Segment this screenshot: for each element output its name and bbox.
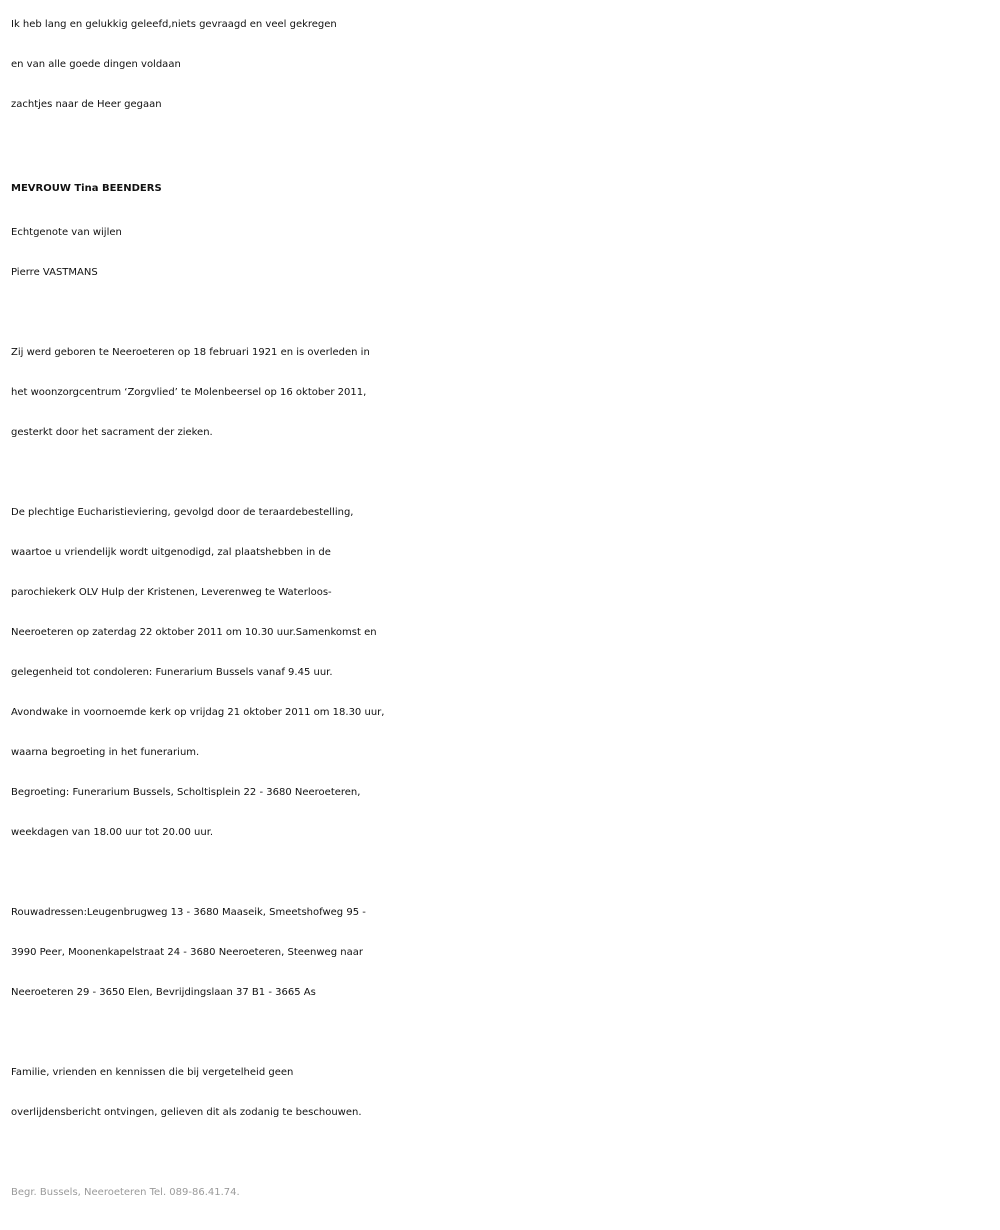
spacer [11, 1013, 996, 1053]
relation-line: Echtgenote van wijlen [11, 227, 122, 238]
birth-death-paragraph [11, 333, 996, 453]
spacer [11, 1133, 996, 1173]
paragraph-line: Familie, vrienden en kennissen die bij vergetelheid geen [11, 1067, 294, 1078]
paragraph-line: De plechtige Eucharistieviering, gevolgd door de teraardebestelling, [11, 507, 354, 518]
spacer [11, 293, 996, 333]
paragraph-line: Begroeting: Funerarium Bussels, Scholtisplein 22 - 3680 Neeroeteren, [11, 787, 361, 798]
notice-paragraph [11, 1053, 996, 1133]
paragraph-line: 3990 Peer, Moonenkapelstraat 24 - 3680 Neeroeteren, Steenweg naar [11, 947, 363, 958]
paragraph-line: het woonzorgcentrum ‘Zorgvlied’ te Molenbeersel op 16 oktober 2011, [11, 387, 367, 398]
paragraph-line: Neeroeteren op zaterdag 22 oktober 2011 om 10.30 uur.Samenkomst en [11, 627, 377, 638]
paragraph-line: Rouwadressen:Leugenbrugweg 13 - 3680 Maaseik, Smeetshofweg 95 - [11, 907, 366, 918]
paragraph-line: Neeroeteren 29 - 3650 Elen, Bevrijdingslaan 37 B1 - 3665 As [11, 987, 316, 998]
obituary-notice [11, 0, 996, 1213]
undertaker-footer: Begr. Bussels, Neeroeteren Tel. 089-86.41.74. [11, 1187, 240, 1198]
deceased-name: MEVROUW Tina BEENDERS [11, 183, 162, 194]
paragraph-line: waarna begroeting in het funerarium. [11, 747, 200, 758]
poem-block [11, 5, 996, 125]
spacer [11, 853, 996, 893]
spacer [11, 453, 996, 493]
poem-line: en van alle goede dingen voldaan [11, 59, 181, 70]
paragraph-line: gesterkt door het sacrament der zieken. [11, 427, 213, 438]
paragraph-line: Zij werd geboren te Neeroeteren op 18 februari 1921 en is overleden in [11, 347, 370, 358]
paragraph-line: parochiekerk OLV Hulp der Kristenen, Leverenweg te Waterloos- [11, 587, 332, 598]
paragraph-line: waartoe u vriendelijk wordt uitgenodigd, zal plaatshebben in de [11, 547, 331, 558]
addresses-paragraph [11, 893, 996, 1013]
paragraph-line: weekdagen van 18.00 uur tot 20.00 uur. [11, 827, 214, 838]
poem-line: zachtjes naar de Heer gegaan [11, 99, 162, 110]
paragraph-line: overlijdensbericht ontvingen, gelieven dit als zodanig te beschouwen. [11, 1107, 362, 1118]
ceremony-paragraph [11, 493, 996, 853]
spouse-name: Pierre VASTMANS [11, 267, 98, 278]
paragraph-line: Avondwake in voornoemde kerk op vrijdag 21 oktober 2011 om 18.30 uur, [11, 707, 385, 718]
poem-line: Ik heb lang en gelukkig geleefd,niets gevraagd en veel gekregen [11, 19, 337, 30]
paragraph-line: gelegenheid tot condoleren: Funerarium Bussels vanaf 9.45 uur. [11, 667, 333, 678]
